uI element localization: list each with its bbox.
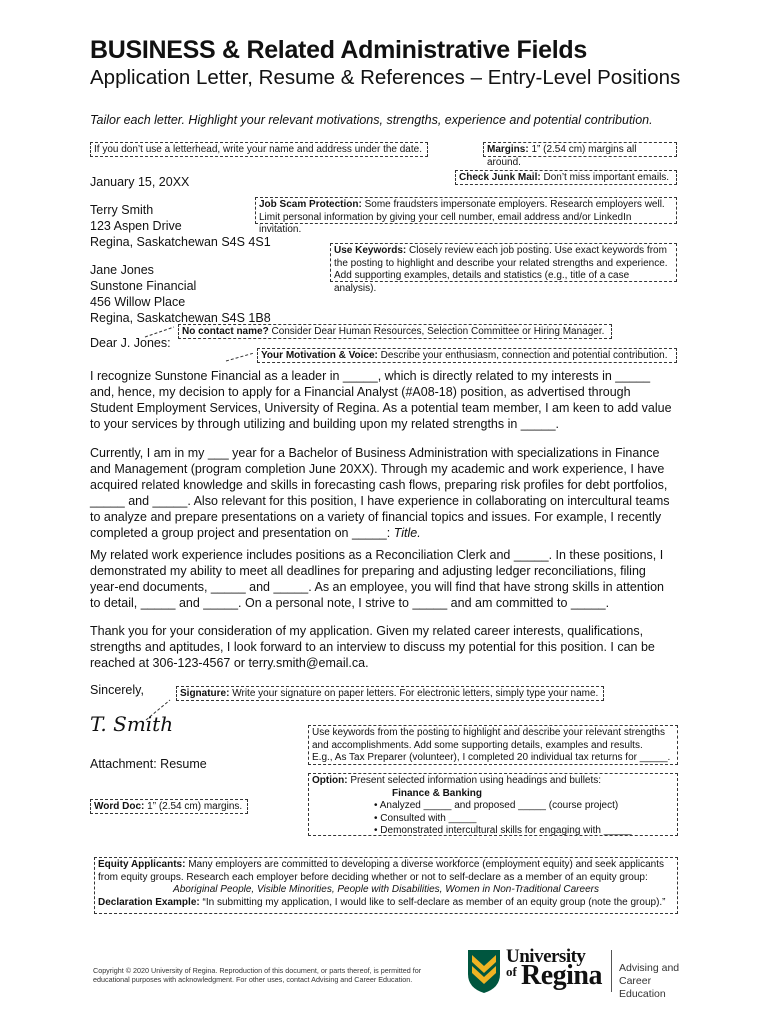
logo-department: Advising and Career Education (619, 962, 680, 1000)
signature-note: Signature: Write your signature on paper letters. For electronic letters, simply type your name. (176, 686, 604, 701)
word-doc-note: Word Doc: 1” (2.54 cm) margins. (90, 799, 248, 814)
paragraph-4: Thank you for your consideration of my application. Given my related career interests, qualifications, strengths and aptitudes, I look forward to an interview to discuss my potential for this position. I can be reached at 306-123-4567 or terry.smith@email.ca. (90, 624, 655, 670)
attachment-line: Attachment: Resume (90, 757, 207, 771)
logo-university: University (506, 946, 586, 967)
shield-crest-icon (466, 946, 502, 994)
salutation: Dear J. Jones: (90, 336, 171, 350)
motivation-note: Your Motivation & Voice: Describe your enthusiasm, connection and potential contribution. (257, 348, 677, 363)
copyright-footer: Copyright © 2020 University of Regina. Reproduction of this document, or parts thereof, is permitted for educational purposes with acknowledgment. For other uses, contact Advising and Career Education. (93, 966, 422, 984)
letterhead-note: If you don’t use a letterhead, write your name and address under the date. (90, 142, 428, 157)
equity-note: Equity Applicants: Many employers are committed to developing a diverse workforce (employment equity) and seek applicants from equity groups. Research each employer before deciding whether or not to self-declare as a member of an equity group: Aboriginal People, Visible Minorities, People with Disabilities, Women in Non-Traditional Careers Declaration Example: “In submitting my application, I would like to self-declare as member of an equity group (note the group).” (94, 857, 678, 914)
recipient-address: Jane Jones Sunstone Financial 456 Willow Place Regina, Saskatchewan S4S 1B8 (90, 263, 271, 325)
university-logo (466, 944, 696, 1000)
logo-regina: Regina (521, 960, 602, 991)
keywords-example-note: Use keywords from the posting to highlight and describe your relevant strengths and accomplishments. Add some supporting details, examples and results. E.g., As Tax Preparer (volunteer), I completed 20 individual tax returns for _____. (308, 725, 678, 765)
logo-of: of (506, 964, 517, 979)
logo-divider (611, 950, 612, 992)
paragraph-3: My related work experience includes positions as a Reconciliation Clerk and _____. In these positions, I demonstrated my ability to meet all deadlines for preparing and adjusting ledger reconciliations, filing year-end documents, _____ and _____. As an employee, you will find that have strong skills in attention to detail, _____ and _____. On a personal note, I strive to _____ and am committed to _____. (90, 548, 664, 610)
junk-mail-note: Check Junk Mail: Don’t miss important emails. (455, 170, 677, 185)
letter-date: January 15, 20XX (90, 175, 190, 189)
closing: Sincerely, (90, 683, 144, 697)
option-note: Option: Present selected information using headings and bullets: Finance & Banking • Analyzed _____ and proposed _____ (course project) • Consulted with _____ • Demonstrated intercultural skills for engaging with _____ (308, 773, 678, 836)
paragraph-2: Currently, I am in my ___ year for a Bachelor of Business Administration with specializations in Finance and Management (program completion June 20XX). Through my academic and work experience, I have acquired related knowledge and skills in forecasting cash flows, preparing risk profiles for debt portfolios, _____ and _____. Also relevant for this position, I have experience in collaborating on intercultural teams to analyze and prepare presentations on a variety of financial topics and issues. For example, I recently completed a group project and presentation on _____: Title. (90, 446, 670, 540)
arrow-icon (222, 349, 258, 365)
page-title: BUSINESS & Related Administrative Fields (90, 36, 587, 64)
margins-note: Margins: 1” (2.54 cm) margins all around. (483, 142, 677, 157)
intro-text: Tailor each letter. Highlight your relevant motivations, strengths, experience and potential contribution. (90, 113, 653, 127)
handwritten-signature: T. Smith (90, 712, 174, 736)
page-subtitle: Application Letter, Resume & References – Entry-Level Positions (90, 66, 681, 89)
sender-address: Terry Smith 123 Aspen Drive Regina, Saskatchewan S4S 4S1 (90, 203, 271, 249)
keywords-note: Use Keywords: Closely review each job posting. Use exact keywords from the posting to highlight and describe your related strengths and experience. Add supporting examples, details and statistics (e.g., title of a case analysis). (330, 243, 677, 282)
paragraph-1: I recognize Sunstone Financial as a leader in _____, which is directly related to my interests in _____ and, hence, my decision to apply for a Financial Analyst (#A08-18) position, as advertised through Student Employment Services, University of Regina. As a potential team member, I am keen to add value to your services by through utilizing and building upon my related strengths in _____. (90, 369, 672, 431)
scam-note: Job Scam Protection: Some fraudsters impersonate employers. Research employers well. Limit personal information by giving your cell number, email address and/or LinkedIn invitation. (255, 197, 677, 224)
contact-name-note: No contact name? Consider Dear Human Resources, Selection Committee or Hiring Manager. (178, 324, 612, 339)
